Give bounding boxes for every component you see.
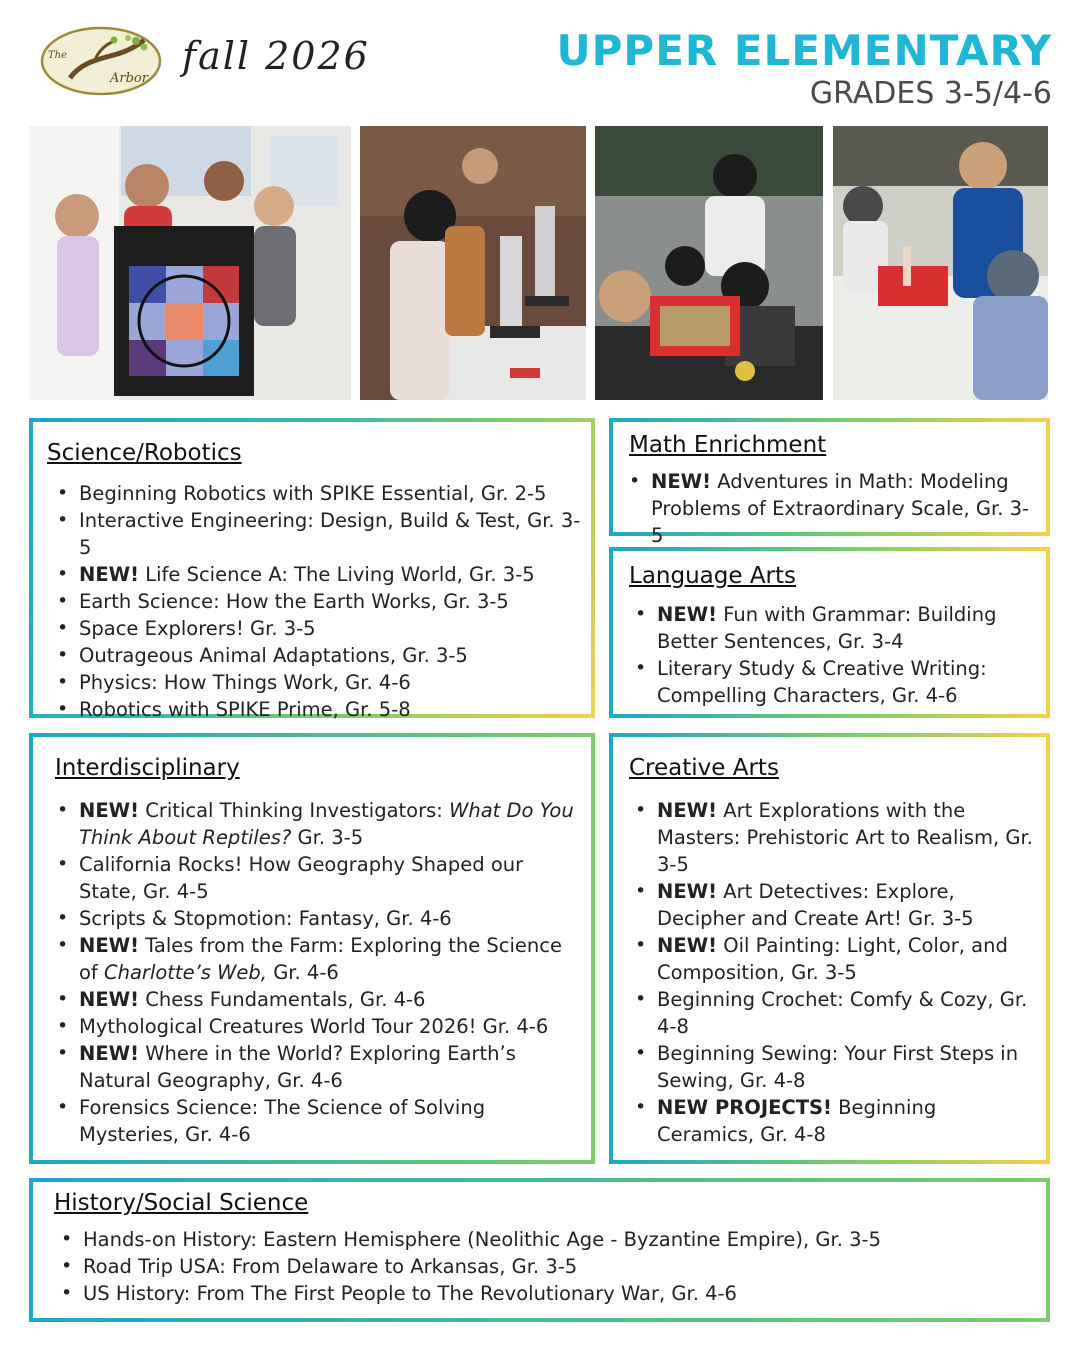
interdisciplinary-section bbox=[29, 733, 595, 1164]
creative-list bbox=[627, 797, 1036, 1148]
list-item: • Forensics Science: The Science of Solving Mysteries, Gr. 4-6 bbox=[79, 1094, 583, 1148]
list-item: • Mythological Creatures World Tour 2026! Gr. 4-6 bbox=[79, 1013, 583, 1040]
photo-students-examining-tray bbox=[595, 126, 823, 400]
section-heading: History/Social Science bbox=[54, 1190, 309, 1216]
list-item: • Interactive Engineering: Design, Build & Test, Gr. 3-5 bbox=[79, 507, 587, 561]
language-list bbox=[627, 601, 1036, 709]
history-list bbox=[53, 1226, 1036, 1307]
list-item: • NEW! Tales from the Farm: Exploring the Science of Charlotte’s Web, Gr. 4-6 bbox=[79, 932, 583, 986]
grade-range: GRADES 3-5/4-6 bbox=[809, 76, 1052, 111]
section-heading: Interdisciplinary bbox=[55, 755, 240, 781]
list-item: • Road Trip USA: From Delaware to Arkansas, Gr. 3-5 bbox=[83, 1253, 1036, 1280]
season-label: fall 2026 bbox=[182, 34, 370, 78]
science-list bbox=[49, 480, 587, 723]
history-social-science-section bbox=[29, 1178, 1050, 1322]
photo-students-doing-experiment bbox=[833, 126, 1048, 400]
list-item: • NEW! Life Science A: The Living World, Gr. 3-5 bbox=[79, 561, 587, 588]
list-item: • Beginning Crochet: Comfy & Cozy, Gr. 4-8 bbox=[657, 986, 1036, 1040]
list-item: • Earth Science: How the Earth Works, Gr. 3-5 bbox=[79, 588, 587, 615]
list-item: • Robotics with SPIKE Prime, Gr. 5-8 bbox=[79, 696, 587, 723]
svg-text:Arbor: Arbor bbox=[110, 71, 148, 86]
math-enrichment-section bbox=[609, 418, 1050, 547]
list-item: • NEW! Where in the World? Exploring Earth’s Natural Geography, Gr. 4-6 bbox=[79, 1040, 583, 1094]
section-heading: Creative Arts bbox=[629, 755, 779, 781]
list-item: • Hands-on History: Eastern Hemisphere (Neolithic Age - Byzantine Empire), Gr. 3-5 bbox=[83, 1226, 1036, 1253]
list-item: • Space Explorers! Gr. 3-5 bbox=[79, 615, 587, 642]
interdisciplinary-list bbox=[49, 797, 583, 1148]
list-item: • NEW PROJECTS! Beginning Ceramics, Gr. 4-8 bbox=[657, 1094, 1036, 1148]
arbor-logo bbox=[40, 26, 162, 96]
list-item: • NEW! Critical Thinking Investigators: What Do You Think About Reptiles? Gr. 3-5 bbox=[79, 797, 583, 851]
list-item: • NEW! Fun with Grammar: Building Better Sentences, Gr. 3-4 bbox=[657, 601, 1036, 655]
svg-text:The: The bbox=[48, 50, 68, 61]
list-item: • Physics: How Things Work, Gr. 4-6 bbox=[79, 669, 587, 696]
list-item: • NEW! Art Explorations with the Masters: Prehistoric Art to Realism, Gr. 3-5 bbox=[657, 797, 1036, 878]
list-item: • NEW! Chess Fundamentals, Gr. 4-6 bbox=[79, 986, 583, 1013]
list-item: • Scripts & Stopmotion: Fantasy, Gr. 4-6 bbox=[79, 905, 583, 932]
list-item: • NEW! Oil Painting: Light, Color, and Composition, Gr. 3-5 bbox=[657, 932, 1036, 986]
section-heading: Math Enrichment bbox=[629, 432, 827, 458]
language-arts-section bbox=[609, 547, 1050, 718]
photo-students-with-art-project bbox=[29, 126, 351, 400]
list-item: • Beginning Sewing: Your First Steps in Sewing, Gr. 4-8 bbox=[657, 1040, 1036, 1094]
list-item: • California Rocks! How Geography Shaped our State, Gr. 4-5 bbox=[79, 851, 583, 905]
section-heading: Language Arts bbox=[629, 563, 797, 589]
list-item: • US History: From The First People to The Revolutionary War, Gr. 4-6 bbox=[83, 1280, 1036, 1307]
math-list bbox=[621, 468, 1038, 549]
list-item: • Literary Study & Creative Writing: Compelling Characters, Gr. 4-6 bbox=[657, 655, 1036, 709]
page-title: UPPER ELEMENTARY bbox=[556, 26, 1052, 75]
list-item: • NEW! Adventures in Math: Modeling Problems of Extraordinary Scale, Gr. 3-5 bbox=[651, 468, 1038, 549]
section-heading: Science/Robotics bbox=[47, 440, 242, 466]
list-item: • Outrageous Animal Adaptations, Gr. 3-5 bbox=[79, 642, 587, 669]
creative-arts-section bbox=[609, 733, 1050, 1164]
science-robotics-section bbox=[29, 418, 595, 721]
photo-student-using-microscope bbox=[360, 126, 586, 400]
list-item: • Beginning Robotics with SPIKE Essential, Gr. 2-5 bbox=[79, 480, 587, 507]
list-item: • NEW! Art Detectives: Explore, Decipher and Create Art! Gr. 3-5 bbox=[657, 878, 1036, 932]
